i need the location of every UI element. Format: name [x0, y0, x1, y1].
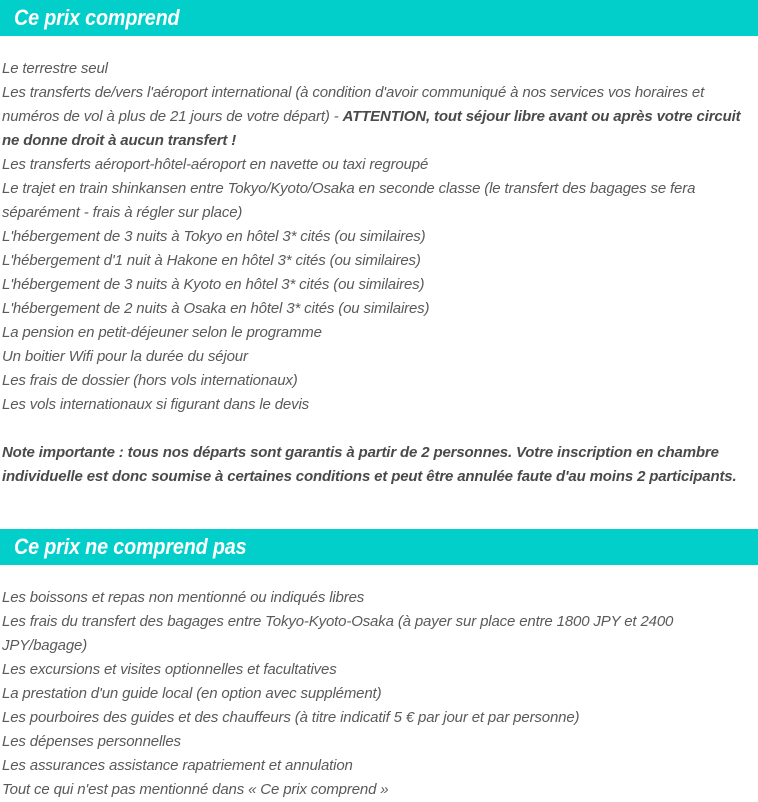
spacer	[0, 489, 758, 529]
list-item	[2, 177, 752, 225]
list-item-text: Les dépenses personnelles	[2, 733, 181, 750]
list-item	[2, 706, 752, 730]
list-item-text: Les frais de dossier (hors vols internationaux)	[2, 372, 298, 389]
list-item-text: Les assurances assistance rapatriement et annulation	[2, 757, 353, 774]
excluded-item-list	[2, 586, 752, 802]
list-item	[2, 658, 752, 682]
list-item	[2, 778, 752, 802]
list-item-text: L'hébergement de 3 nuits à Kyoto en hôtel 3* cités (ou similaires)	[2, 276, 425, 293]
list-item	[2, 730, 752, 754]
list-item	[2, 297, 752, 321]
list-item	[2, 369, 752, 393]
list-item-text: Les transferts aéroport-hôtel-aéroport en navette ou taxi regroupé	[2, 156, 429, 173]
list-item	[2, 682, 752, 706]
list-item-text: La prestation d'un guide local (en option avec supplément)	[2, 685, 382, 702]
list-item-text: Les pourboires des guides et des chauffeurs (à titre indicatif 5 € par jour et par personne)	[2, 709, 580, 726]
list-item	[2, 153, 752, 177]
list-item	[2, 225, 752, 249]
list-item	[2, 345, 752, 369]
list-item-text: Les transferts de/vers l'aéroport international (à condition d'avoir communiqué à nos services vos horaires et numéros de vol à plus de 21 jours de votre départ) -	[2, 84, 705, 125]
list-item	[2, 321, 752, 345]
list-item	[2, 586, 752, 610]
section-body-excluded	[0, 586, 758, 802]
list-item	[2, 754, 752, 778]
list-item	[2, 249, 752, 273]
section-title-included: Ce prix comprend	[14, 5, 180, 30]
spacer	[0, 565, 758, 586]
section-header-included	[0, 0, 758, 36]
list-item-text: L'hébergement de 3 nuits à Tokyo en hôtel 3* cités (ou similaires)	[2, 228, 426, 245]
spacer	[0, 36, 758, 57]
list-item-text: Le trajet en train shinkansen entre Tokyo/Kyoto/Osaka en seconde classe (le transfert des bagages se fera séparément - frais à régler sur place)	[2, 180, 696, 221]
list-item-text: Les vols internationaux si figurant dans le devis	[2, 396, 309, 413]
section-body-included	[0, 57, 758, 417]
list-item	[2, 610, 752, 658]
list-item-text: Les excursions et visites optionnelles et facultatives	[2, 661, 337, 678]
list-item-text: La pension en petit-déjeuner selon le programme	[2, 324, 322, 341]
included-item-list	[2, 57, 752, 417]
list-item-text: Tout ce qui n'est pas mentionné dans « Ce prix comprend »	[2, 781, 389, 798]
section-title-excluded: Ce prix ne comprend pas	[14, 534, 247, 559]
list-item-text: Les boissons et repas non mentionné ou indiqués libres	[2, 589, 365, 606]
list-item	[2, 393, 752, 417]
important-note: Note importante : tous nos départs sont garantis à partir de 2 personnes. Votre inscription en chambre individuelle est donc soumise à certaines conditions et peut être annulée faute d'au moins 2 participants.	[2, 444, 737, 485]
spacer	[0, 417, 758, 441]
list-item-text: Le terrestre seul	[2, 60, 108, 77]
list-item	[2, 57, 752, 81]
list-item-text: Un boitier Wifi pour la durée du séjour	[2, 348, 248, 365]
section-header-excluded	[0, 529, 758, 565]
list-item	[2, 81, 752, 153]
list-item	[2, 273, 752, 297]
list-item-text: Les frais du transfert des bagages entre Tokyo-Kyoto-Osaka (à payer sur place entre 1800 JPY et 2400 JPY/bagage)	[2, 613, 674, 654]
list-item-emphasis: ATTENTION, tout séjour libre avant ou après votre circuit ne donne droit à aucun transfert !	[2, 108, 741, 149]
list-item-text: L'hébergement d'1 nuit à Hakone en hôtel 3* cités (ou similaires)	[2, 252, 421, 269]
list-item-text: L'hébergement de 2 nuits à Osaka en hôtel 3* cités (ou similaires)	[2, 300, 430, 317]
